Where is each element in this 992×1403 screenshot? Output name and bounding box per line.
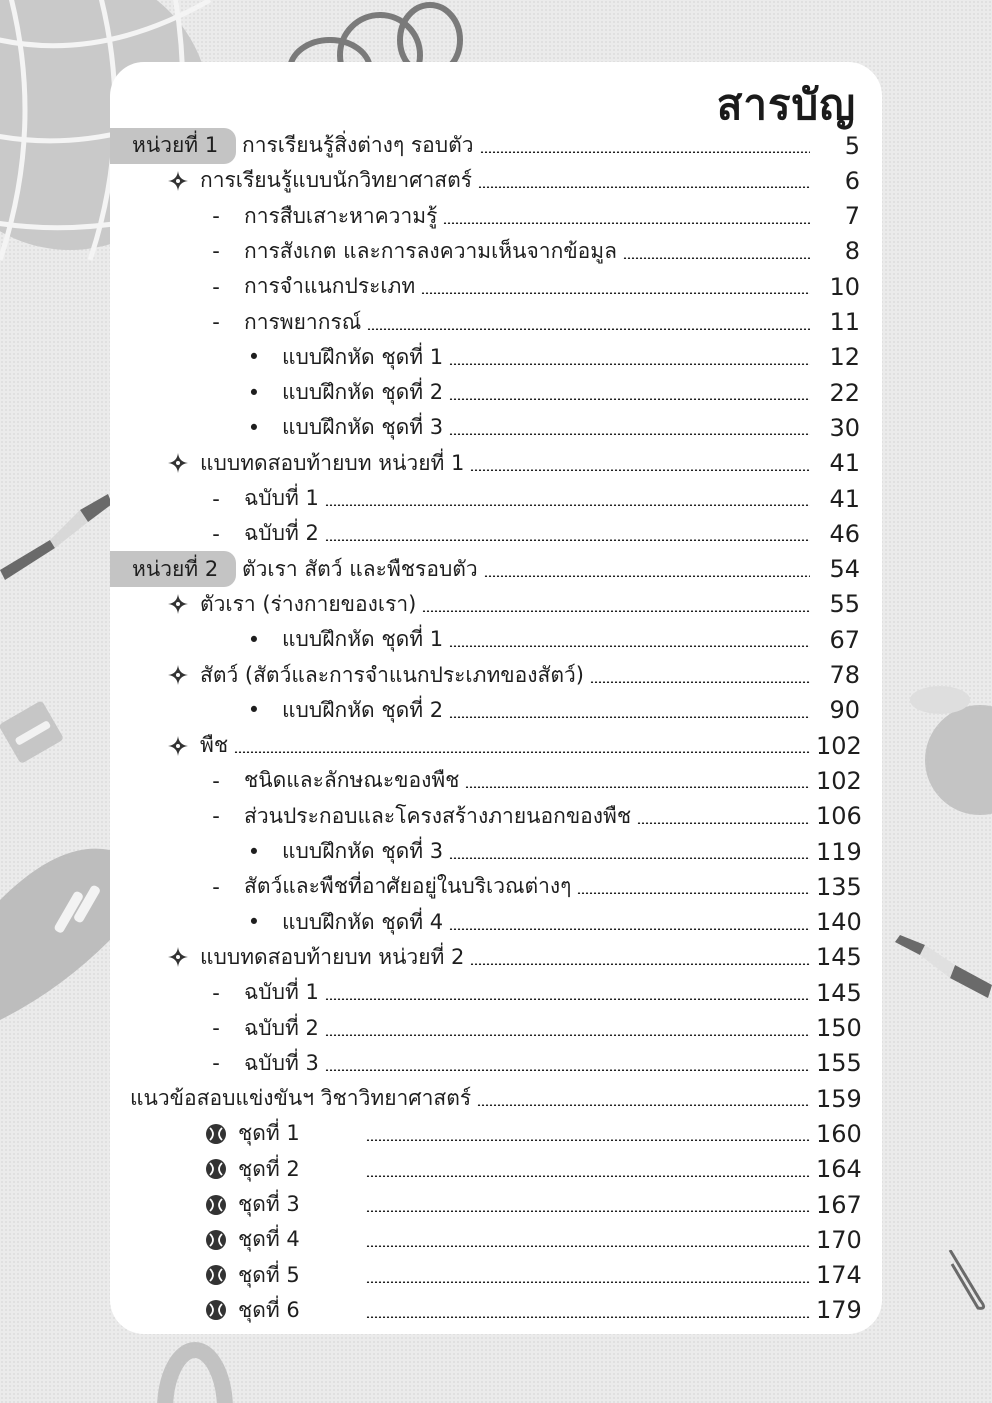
dot-leader (366, 1316, 810, 1318)
ring-doodle-icon (150, 1330, 240, 1403)
toc-entry[interactable] (110, 587, 882, 622)
bullet-marker: • (247, 627, 261, 652)
page-number: 150 (816, 1014, 862, 1042)
entry-label: แบบฝึกหัด ชุดที่ 1 (282, 627, 444, 652)
page-number: 41 (829, 449, 860, 478)
dot-leader (366, 1281, 810, 1283)
ball-icon (204, 1194, 228, 1216)
page-number: 7 (844, 202, 860, 231)
entry-label: ชุดที่ 6 (238, 1297, 300, 1322)
bullet-marker: • (247, 698, 261, 723)
dot-leader (449, 645, 810, 647)
dot-leader (478, 186, 810, 188)
toc-entry[interactable] (110, 552, 882, 587)
page-title: สารบัญ (716, 80, 856, 129)
page-number: 119 (816, 837, 862, 866)
entry-label: การจำแนกประเภท (244, 274, 416, 299)
dash-marker: - (212, 874, 220, 899)
toc-entry[interactable] (110, 375, 882, 410)
entry-label: แบบฝึกหัด ชุดที่ 1 (282, 344, 444, 369)
ball-icon (204, 1229, 228, 1251)
pencil-doodle-icon (0, 490, 115, 580)
page-number: 159 (816, 1084, 862, 1113)
toc-entry[interactable] (110, 834, 882, 869)
bullet-marker: • (247, 839, 261, 864)
dot-leader (449, 433, 810, 435)
entry-label: ชุดที่ 3 (238, 1192, 300, 1216)
page-number: 135 (816, 872, 862, 901)
dot-leader (325, 998, 810, 1000)
bullet-marker: • (247, 380, 261, 405)
toc-card (110, 62, 882, 1334)
eraser-doodle-icon (0, 690, 70, 770)
dot-leader (422, 610, 810, 612)
page-number: 145 (816, 943, 862, 972)
toc-entry[interactable] (110, 1046, 882, 1081)
entry-label: ชุดที่ 1 (238, 1121, 300, 1146)
dot-leader (637, 822, 810, 824)
page-number: 167 (816, 1190, 862, 1219)
toc-entry[interactable] (110, 869, 882, 904)
page-number: 22 (829, 378, 860, 407)
toc-entry[interactable] (110, 1222, 882, 1257)
marker-doodle-icon (0, 840, 110, 1020)
page-number: 164 (816, 1155, 862, 1184)
bullet-marker: • (247, 910, 261, 935)
entry-label: ส่วนประกอบและโครงสร้างภายนอกของพืช (244, 803, 632, 828)
page-number: 160 (816, 1119, 862, 1148)
toc-entry[interactable] (110, 269, 882, 304)
entry-label: ชุดที่ 2 (238, 1156, 300, 1181)
page-number: 8 (844, 237, 860, 266)
toc-entry[interactable] (110, 163, 882, 198)
dot-leader (325, 1034, 810, 1036)
page-number: 145 (816, 978, 862, 1007)
dot-leader (449, 928, 810, 930)
entry-label: แนวข้อสอบแข่งขันฯ วิชาวิทยาศาสตร์ (130, 1086, 472, 1111)
toc-entry[interactable] (110, 410, 882, 445)
toc-entry[interactable] (110, 1081, 882, 1116)
page-number: 140 (816, 908, 862, 937)
dash-marker: - (212, 1051, 220, 1076)
page-number: 5 (844, 131, 860, 160)
page-number: 102 (816, 766, 862, 795)
entry-label: ชุดที่ 5 (238, 1262, 300, 1287)
page-number: 179 (816, 1296, 862, 1325)
pen-doodle-icon (880, 920, 992, 1000)
toc-entry[interactable] (110, 940, 882, 975)
sparkle-icon (166, 453, 190, 473)
toc-entry[interactable] (110, 446, 882, 481)
dot-leader (470, 469, 810, 471)
sparkle-icon (166, 947, 190, 967)
toc-entry[interactable] (110, 1187, 882, 1222)
entry-label: พืช (200, 733, 229, 758)
page-number: 6 (844, 166, 860, 195)
dot-leader (484, 575, 810, 577)
scribble-doodle-icon (270, 0, 470, 70)
sparkle-icon (166, 171, 190, 191)
entry-label: การเรียนรู้แบบนักวิทยาศาสตร์ (200, 168, 473, 193)
toc-entry[interactable] (110, 799, 882, 834)
dot-leader (480, 151, 810, 153)
toc-entry[interactable] (110, 693, 882, 728)
toc-entry[interactable] (110, 340, 882, 375)
unit-label: หน่วยที่ 2 (132, 556, 219, 581)
entry-label: ฉบับที่ 1 (244, 980, 319, 1005)
entry-label: แบบฝึกหัด ชุดที่ 3 (282, 839, 444, 863)
toc-entry[interactable] (110, 1258, 882, 1293)
dot-leader (577, 892, 810, 894)
toc-entry[interactable] (110, 481, 882, 516)
dot-leader (590, 681, 810, 683)
ball-icon (204, 1123, 228, 1145)
dot-leader (366, 1175, 810, 1177)
page-number: 102 (816, 731, 862, 760)
dot-leader (443, 222, 810, 224)
page-number: 46 (829, 519, 860, 548)
page-number: 106 (816, 802, 862, 831)
dot-leader (234, 751, 810, 753)
entry-label: ฉบับที่ 2 (244, 521, 319, 546)
dot-leader (470, 963, 810, 965)
dot-leader (465, 786, 810, 788)
entry-label: ตัวเรา สัตว์ และพืชรอบตัว (242, 556, 478, 581)
entry-label: แบบฝึกหัด ชุดที่ 2 (282, 380, 444, 405)
entry-label: แบบทดสอบท้ายบท หน่วยที่ 1 (200, 450, 465, 475)
page-number: 30 (829, 413, 860, 442)
entry-label: ตัวเรา (ร่างกายของเรา) (200, 591, 417, 616)
dot-leader (367, 328, 810, 330)
toc-entry[interactable] (110, 305, 882, 340)
dot-leader (325, 504, 810, 506)
dot-leader (477, 1104, 810, 1106)
toc-entry[interactable] (110, 905, 882, 940)
toc-entry[interactable] (110, 975, 882, 1010)
dot-leader (421, 292, 810, 294)
toc-entry[interactable] (110, 728, 882, 763)
sparkle-icon (166, 665, 190, 685)
dash-marker: - (212, 274, 220, 299)
page-number: 10 (829, 272, 860, 301)
entry-label: ฉบับที่ 1 (244, 486, 319, 510)
dash-marker: - (212, 1016, 220, 1040)
dot-leader (325, 1069, 810, 1071)
dot-leader (623, 257, 810, 259)
dash-marker: - (212, 804, 220, 829)
page-number: 174 (816, 1261, 862, 1290)
dot-leader (366, 1245, 810, 1247)
entry-label: ฉบับที่ 2 (244, 1015, 319, 1040)
entry-label: แบบฝึกหัด ชุดที่ 3 (282, 415, 444, 440)
dot-leader (325, 539, 810, 541)
ball-icon (204, 1264, 228, 1286)
dash-marker: - (212, 768, 220, 793)
entry-label: การสืบเสาะหาความรู้ (244, 203, 438, 228)
entry-label: แบบทดสอบท้ายบท หน่วยที่ 2 (200, 944, 465, 969)
toc-entry[interactable] (110, 234, 882, 269)
page-number: 54 (829, 555, 860, 584)
toc-entry[interactable] (110, 128, 882, 163)
dot-leader (449, 398, 810, 400)
sparkle-icon (166, 594, 190, 614)
ball-icon (204, 1158, 228, 1180)
entry-label: ฉบับที่ 3 (244, 1050, 319, 1075)
entry-label: การพยากรณ์ (244, 309, 362, 334)
dash-marker: - (212, 204, 220, 229)
page-number: 55 (829, 590, 860, 619)
dash-marker: - (212, 980, 220, 1005)
entry-label: สัตว์และพืชที่อาศัยอยู่ในบริเวณต่างๆ (244, 874, 572, 899)
dot-leader (449, 716, 810, 718)
dot-leader (449, 857, 810, 859)
page-number: 170 (816, 1225, 862, 1254)
entry-label: ชุดที่ 4 (238, 1227, 300, 1252)
entry-label: แบบฝึกหัด ชุดที่ 2 (282, 697, 444, 722)
dash-marker: - (212, 239, 220, 264)
entry-label: แบบฝึกหัด ชุดที่ 4 (282, 909, 444, 934)
dot-leader (366, 1139, 810, 1141)
paperclip-doodle-icon (940, 1250, 992, 1310)
apple-doodle-icon (900, 670, 992, 820)
bullet-marker: • (247, 345, 261, 370)
unit-label: หน่วยที่ 1 (132, 133, 219, 157)
toc-entry[interactable] (110, 516, 882, 551)
dash-marker: - (212, 486, 220, 511)
sparkle-icon (166, 736, 190, 756)
page-number: 90 (829, 696, 860, 725)
toc-entry[interactable] (110, 622, 882, 657)
dash-marker: - (212, 310, 220, 334)
toc-entry[interactable] (110, 1011, 882, 1046)
dot-leader (366, 1210, 810, 1212)
ball-icon (204, 1299, 228, 1321)
toc-entry[interactable] (110, 1152, 882, 1187)
page-number: 67 (829, 625, 860, 654)
page-number: 78 (829, 661, 860, 689)
toc-entry[interactable] (110, 763, 882, 798)
page-number: 12 (829, 343, 860, 372)
page-number: 11 (829, 308, 860, 336)
dash-marker: - (212, 521, 220, 546)
entry-label: ชนิดและลักษณะของพืช (244, 768, 460, 793)
toc-entry[interactable] (110, 1116, 882, 1151)
toc-entry[interactable] (110, 1293, 882, 1328)
dot-leader (449, 363, 810, 365)
bullet-marker: • (247, 415, 261, 440)
page-number: 155 (816, 1049, 862, 1078)
page-number: 41 (829, 484, 860, 513)
entry-label: สัตว์ (สัตว์และการจำแนกประเภทของสัตว์) (200, 662, 584, 687)
entry-label: การสังเกต และการลงความเห็นจากข้อมูล (244, 238, 617, 263)
toc-entry[interactable] (110, 658, 882, 693)
entry-label: การเรียนรู้สิ่งต่างๆ รอบตัว (242, 133, 474, 157)
toc-entry[interactable] (110, 199, 882, 234)
